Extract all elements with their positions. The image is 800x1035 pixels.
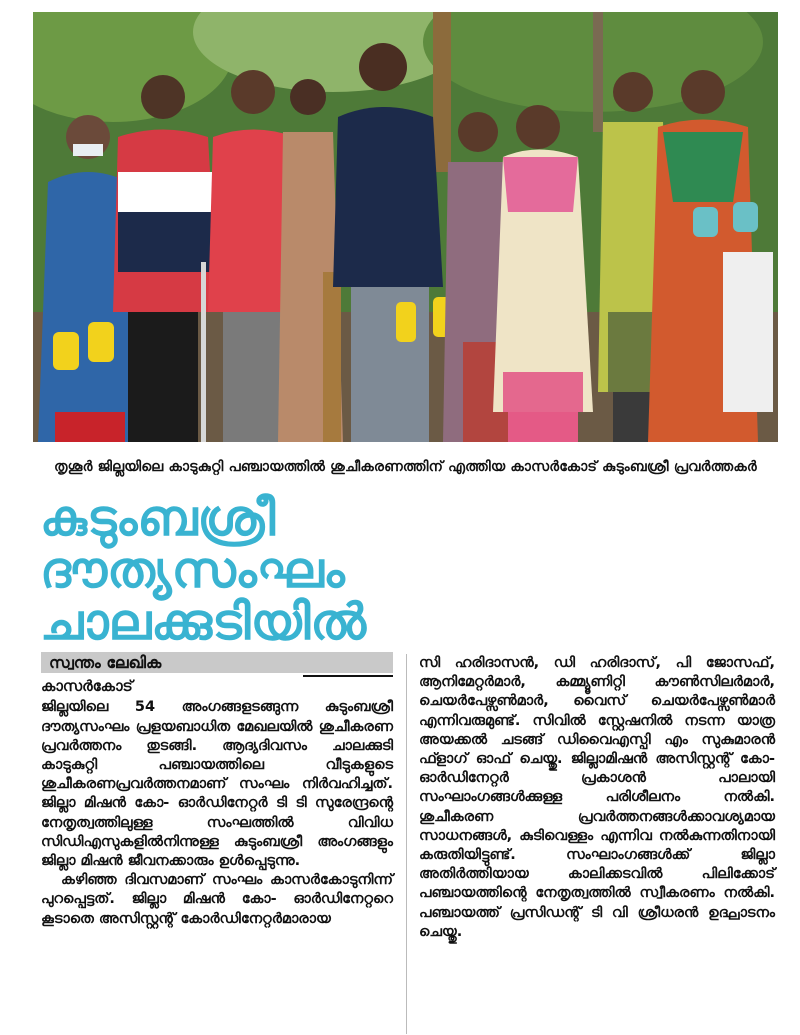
article-column-right xyxy=(419,654,775,942)
dateline: കാസർകോട് xyxy=(41,677,133,696)
photo-caption: തൃശൂർ ജില്ലയിലെ കാടുകുറ്റി പഞ്ചായത്തിൽ ശുചീകരണത്തിന് എത്തിയ കാസർകോട് കുടുംബശ്രീ പ്രവർത്തകർ xyxy=(54,459,757,475)
headline-line-3: ചാലക്കുടിയിൽ xyxy=(40,593,367,651)
headline-line-1: കുടുംബശ്രീ xyxy=(40,489,276,547)
headline-line-2: ദൗത്യസംഘം xyxy=(40,541,345,599)
article-paragraph-1: ജില്ലയിലെ 54 അംഗങ്ങളടങ്ങുന്ന കുടുംബശ്രീ ദൗത്യസംഘം പ്രളയബാധിത മേഖലയിൽ ശുചീകരണ പ്രവർത്തനം തുടങ്ങി. ആദ്യദിവസം ചാലക്കുടി കാടുകുറ്റി പഞ്ചായത്തിലെ വീടുകളുടെ ശുചീകരണപ്രവർത്തനമാണ് സംഘം നിർവഹിച്ചത്. ജില്ലാ മിഷൻ കോ- ഓർഡിനേറ്റർ ടി ടി സുരേന്ദ്രന്റെ നേതൃത്വത്തിലുള്ള സംഘത്തിൽ വിവിധ സിഡിഎസുകളിൽനിന്നുള്ള കുടുംബശ്രീ അംഗങ്ങളും ജില്ലാ മിഷൻ ജീവനക്കാരും ഉൾപ്പെടുന്നു. xyxy=(41,699,393,870)
article-column-left xyxy=(41,652,393,929)
headline xyxy=(40,489,780,651)
news-photo xyxy=(33,12,778,442)
group-photo-illustration xyxy=(33,12,778,442)
article-paragraph-2: കഴിഞ്ഞ ദിവസമാണ് സംഘം കാസർകോടുനിന്ന് പുറപ്പെട്ടത്. ജില്ലാ മിഷൻ കോ- ഓർഡിനേറ്ററെ കൂടാതെ അസിസ്റ്റന്റ് കോർഡിനേറ്റർമാരായ xyxy=(41,872,393,927)
byline: സ്വന്തം ലേഖിക xyxy=(41,652,393,673)
column-divider xyxy=(406,654,407,1034)
article-paragraph-3: സി ഹരിദാസൻ, ഡി ഹരിദാസ്, പി ജോസഫ്, ആനിമേറ്റർമാർ, കമ്മ്യൂണിറ്റി കൗൺസിലർമാർ, ചെയർപേഴ്സൺമാർ, വൈസ് ചെയർപേഴ്സൺമാർ എന്നിവരുമുണ്ട്. സിവിൽ സ്റ്റേഷനിൽ നടന്ന യാത്ര അയക്കൽ ചടങ്ങ് ഡിവൈഎസ്പി എം സുകുമാരൻ ഫ്ളാഗ് ഓഫ് ചെയ്തു. ജില്ലാമിഷൻ അസിസ്റ്റന്റ് കോ-ഓർഡിനേറ്റർ പ്രകാശൻ പാലായി സംഘാംഗങ്ങൾക്കുള്ള പരിശീലനം നൽകി. ശുചീകരണ പ്രവർത്തനങ്ങൾക്കാവശ്യമായ സാധനങ്ങൾ, കുടിവെള്ളം എന്നിവ നൽകുന്നതിനായി കരുതിയിട്ടുണ്ട്. സംഘാംഗങ്ങൾക്ക് ജില്ലാ അതിർത്തിയായ കാലിക്കടവിൽ പിലിക്കോട് പഞ്ചായത്തിന്റെ നേതൃത്വത്തിൽ സ്വീകരണം നൽകി. പഞ്ചായത്ത് പ്രസിഡന്റ് ടി വി ശ്രീധരൻ ഉദ്ഘാടനം ചെയ്തു. xyxy=(419,655,775,940)
